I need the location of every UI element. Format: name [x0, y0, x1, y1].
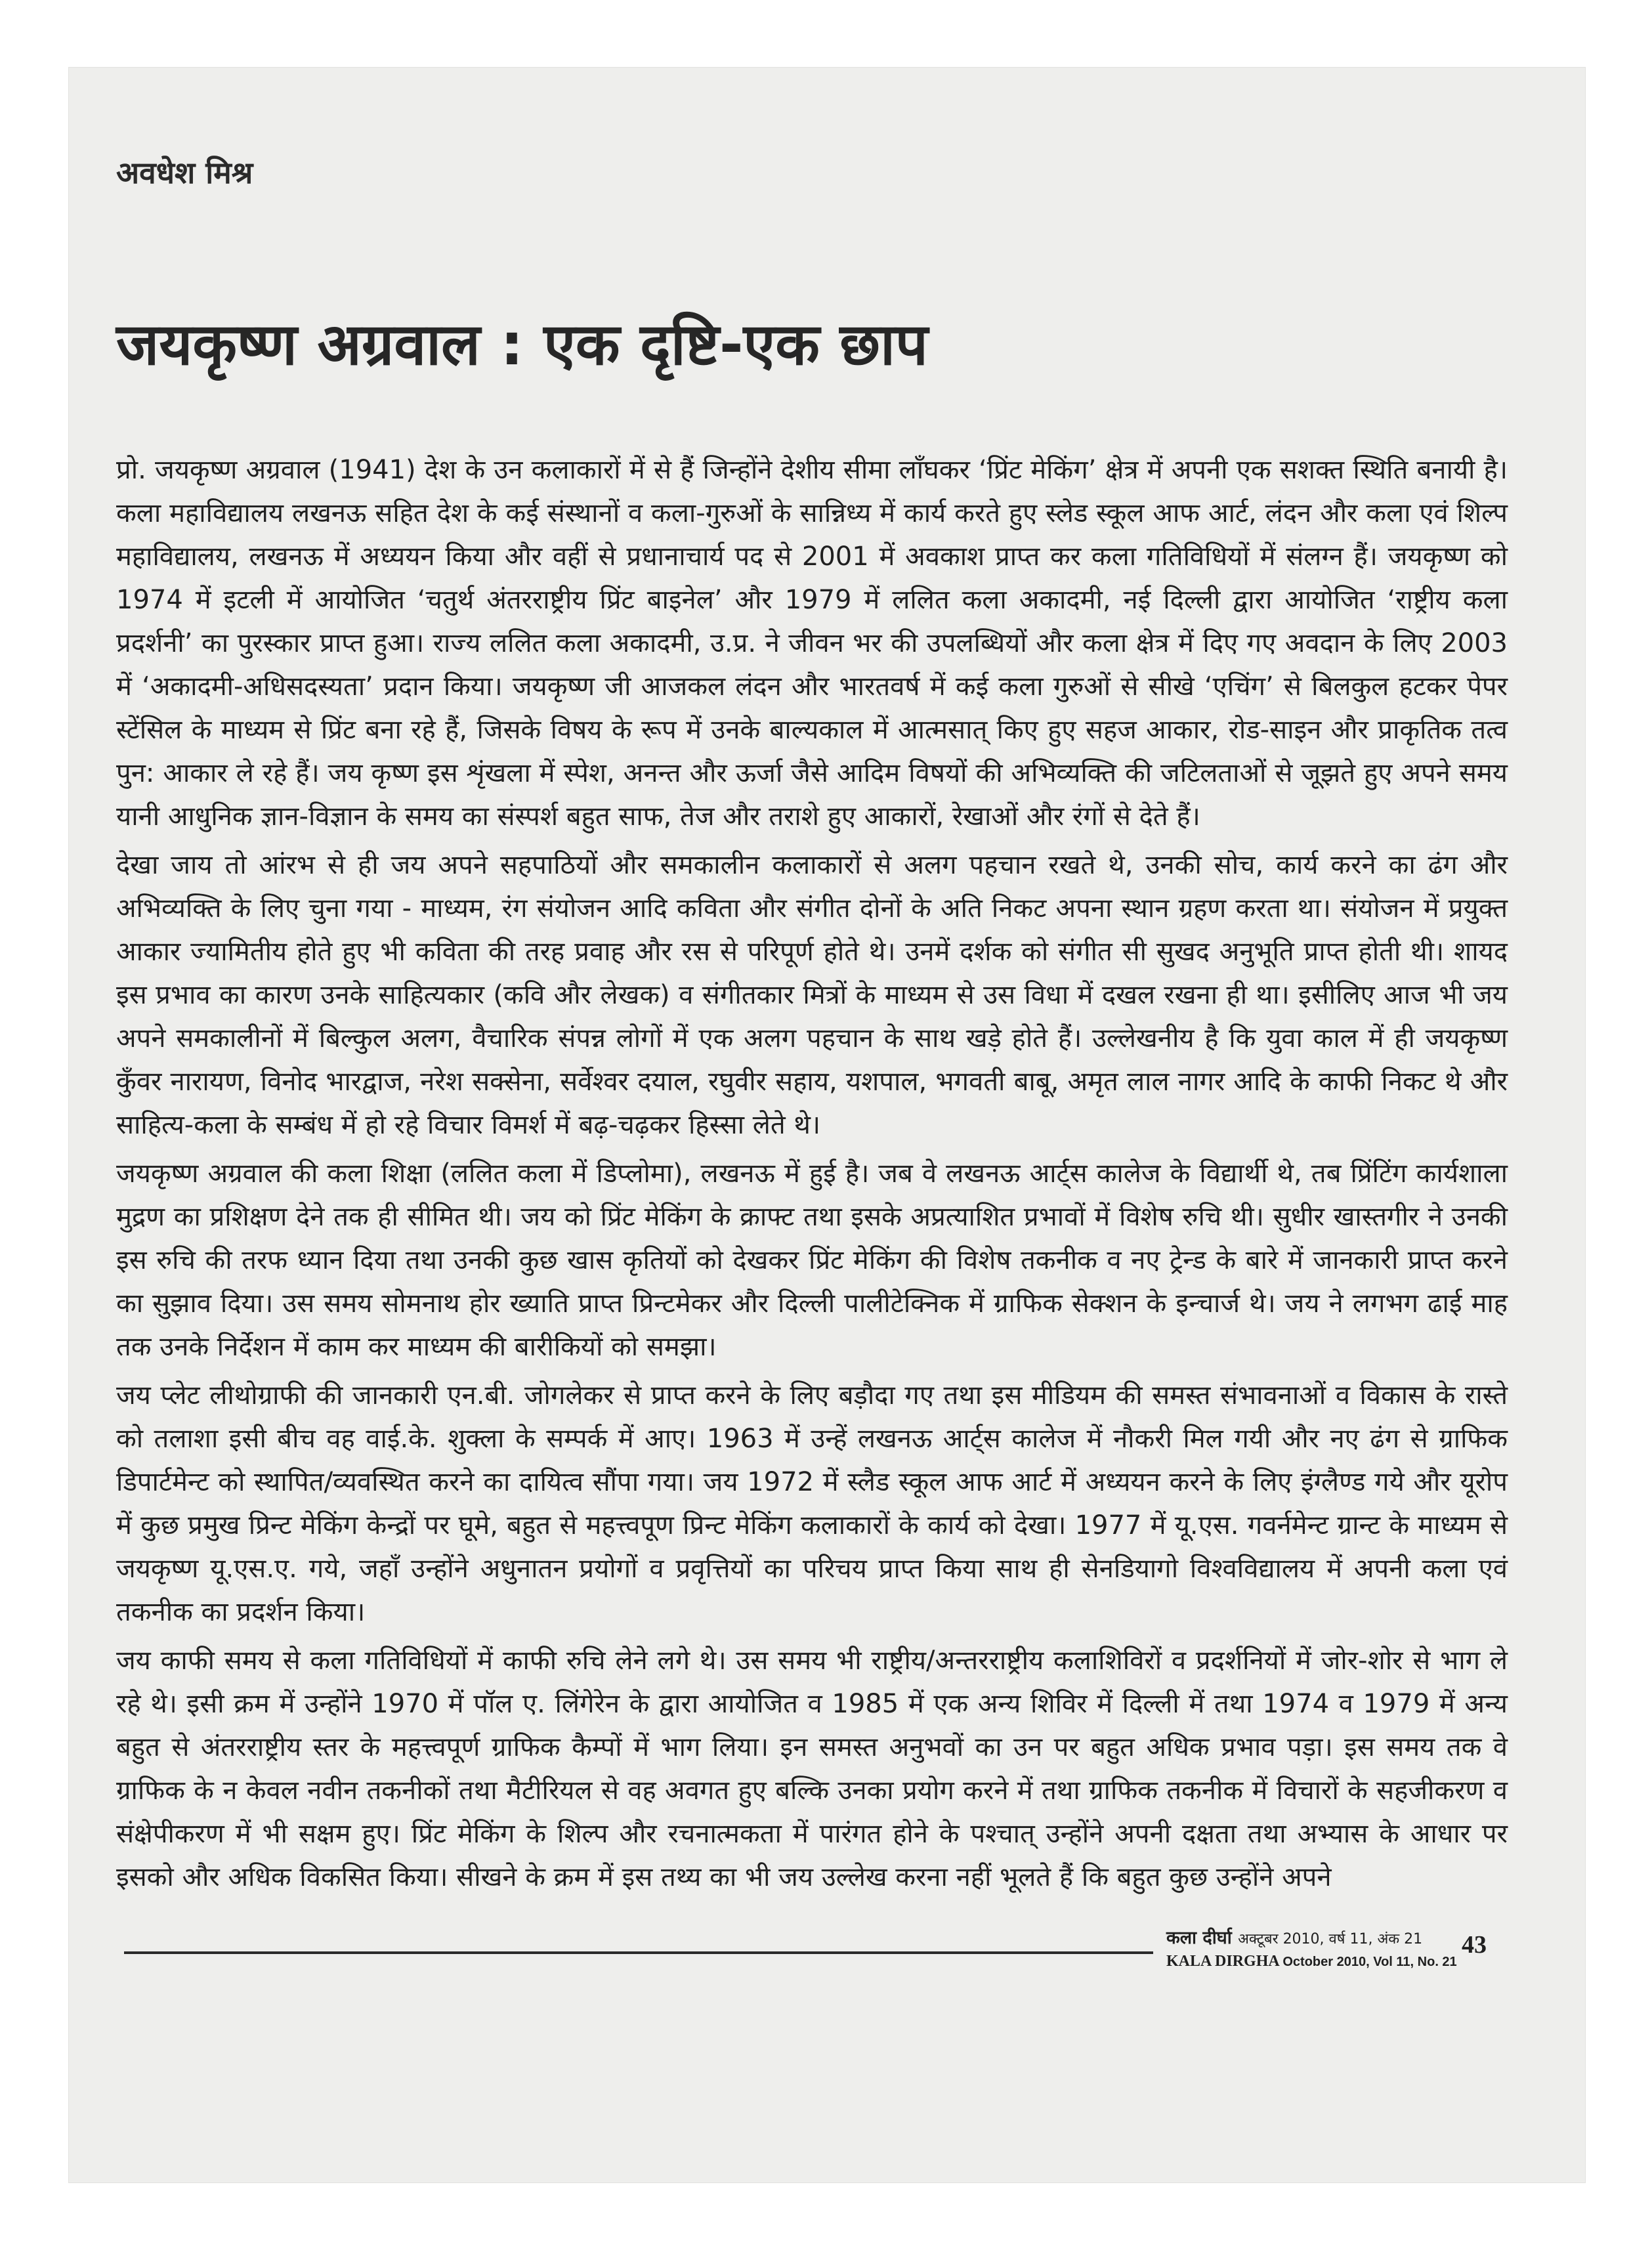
issue-hindi: अक्टूबर 2010, वर्ष 11, अंक 21	[1238, 1931, 1423, 1947]
page-number: 43	[1462, 1931, 1487, 1959]
journal-name-hindi: कला दीर्घा	[1166, 1928, 1232, 1948]
article-body	[116, 448, 1508, 1904]
paragraph-5: जय काफी समय से कला गतिविधियों में काफी रुचि लेने लगे थे। उस समय भी राष्ट्रीय/अन्तरराष्ट्रीय कलाशिविरों व प्रदर्शनियों में जोर-शोर से भाग ले रहे थे। इसी क्रम में उन्होंने 1970 में पॉल ए. लिंगेरेन के द्वारा आयोजित व 1985 में एक अन्य शिविर में दिल्ली में तथा 1974 व 1979 में अन्य बहुत से अंतरराष्ट्रीय स्तर के महत्त्वपूर्ण ग्राफिक कैम्पों में भाग लिया। इन समस्त अनुभवों का उन पर बहुत अधिक प्रभाव पड़ा। इस समय तक वे ग्राफिक के न केवल नवीन तकनीकों तथा मैटीरियल से वह अवगत हुए बल्कि उनका प्रयोग करने में तथा ग्राफिक तकनीक में विचारों के सहजीकरण व संक्षेपीकरण में भी सक्षम हुए। प्रिंट मेकिंग के शिल्प और रचनात्मकता में पारंगत होने के पश्चात् उन्होंने अपनी दक्षता तथा अभ्यास के आधार पर इसको और अधिक विकसित किया। सीखने के क्रम में इस तथ्य का भी जय उल्लेख करना नहीं भूलते हैं कि बहुत कुछ उन्होंने अपने	[116, 1646, 1508, 1892]
issue-english: October 2010, Vol 11, No. 21	[1282, 1955, 1457, 1969]
footer-hindi-line	[1166, 1926, 1508, 1951]
magazine-page	[68, 67, 1586, 2183]
article-title: जयकृष्ण अग्रवाल : एक दृष्टि-एक छाप	[116, 310, 928, 378]
paragraph-3: जयकृष्ण अग्रवाल की कला शिक्षा (ललित कला में डिप्लोमा), लखनऊ में हुई है। जब वे लखनऊ आर्ट्स कालेज के विद्यार्थी थे, तब प्रिंटिंग कार्यशाला मुद्रण का प्रशिक्षण देने तक ही सीमित थी। जय को प्रिंट मेकिंग के क्राफ्ट तथा इसके अप्रत्याशित प्रभावों में विशेष रुचि थी। सुधीर खास्तगीर ने उनकी इस रुचि की तरफ ध्यान दिया तथा उनकी कुछ खास कृतियों को देखकर प्रिंट मेकिंग की विशेष तकनीक व नए ट्रेन्ड के बारे में जानकारी प्राप्त करने का सुझाव दिया। उस समय सोमनाथ होर ख्याति प्राप्त प्रिन्टमेकर और दिल्ली पालीटेक्निक में ग्राफिक सेक्शन के इन्चार्ज थे। जय ने लगभग ढाई माह तक उनके निर्देशन में काम कर माध्यम की बारीकियों को समझा।	[116, 1159, 1508, 1362]
footer-divider	[124, 1951, 1153, 1954]
paragraph-1: प्रो. जयकृष्ण अग्रवाल (1941) देश के उन कलाकारों में से हैं जिन्होंने देशीय सीमा लाँघकर ‘प्रिंट मेकिंग’ क्षेत्र में अपनी एक सशक्त स्थिति बनायी है। कला महाविद्यालय लखनऊ सहित देश के कई संस्थानों व कला-गुरुओं के सान्निध्य में कार्य करते हुए स्लेड स्कूल आफ आर्ट, लंदन और कला एवं शिल्प महाविद्यालय, लखनऊ में अध्ययन किया और वहीं से प्रधानाचार्य पद से 2001 में अवकाश प्राप्त कर कला गतिविधियों में संलग्न हैं। जयकृष्ण को 1974 में इटली में आयोजित ‘चतुर्थ अंतरराष्ट्रीय प्रिंट बाइनेल’ और 1979 में ललित कला अकादमी, नई दिल्ली द्वारा आयोजित ‘राष्ट्रीय कला प्रदर्शनी’ का पुरस्कार प्राप्त हुआ। राज्य ललित कला अकादमी, उ.प्र. ने जीवन भर की उपलब्धियों और कला क्षेत्र में दिए गए अवदान के लिए 2003 में ‘अकादमी-अधिसदस्यता’ प्रदान किया। जयकृष्ण जी आजकल लंदन और भारतवर्ष में कई कला गुरुओं से सीखे ‘एचिंग’ से बिलकुल हटकर पेपर स्टेंसिल के माध्यम से प्रिंट बना रहे हैं, जिसके विषय के रूप में उनके बाल्यकाल में आत्मसात् किए हुए सहज आकार, रोड-साइन और प्राकृतिक तत्व पुन: आकार ले रहे हैं। जय कृष्ण इस शृंखला में स्पेश, अनन्त और ऊर्जा जैसे आदिम विषयों की अभिव्यक्ति की जटिलताओं से जूझते हुए अपने समय यानी आधुनिक ज्ञान-विज्ञान के समय का संस्पर्श बहुत साफ, तेज और तराशे हुए आकारों, रेखाओं और रंगों से देते हैं।	[116, 455, 1508, 832]
journal-name-english: KALA DIRGHA	[1166, 1953, 1279, 1970]
footer-english-line	[1166, 1951, 1508, 1972]
paragraph-2: देखा जाय तो आंरभ से ही जय अपने सहपाठियों और समकालीन कलाकारों से अलग पहचान रखते थे, उनकी सोच, कार्य करने का ढंग और अभिव्यक्ति के लिए चुना गया - माध्यम, रंग संयोजन आदि कविता और संगीत दोनों के अति निकट अपना स्थान ग्रहण करता था। संयोजन में प्रयुक्त आकार ज्यामितीय होते हुए भी कविता की तरह प्रवाह और रस से परिपूर्ण होते थे। उनमें दर्शक को संगीत सी सुखद अनुभूति प्राप्त होती थी। शायद इस प्रभाव का कारण उनके साहित्यकार (कवि और लेखक) व संगीतकार मित्रों के माध्यम से उस विधा में दखल रखना ही था। इसीलिए आज भी जय अपने समकालीनों में बिल्कुल अलग, वैचारिक संपन्न लोगों में एक अलग पहचान के साथ खड़े होते हैं। उल्लेखनीय है कि युवा काल में ही जयकृष्ण कुँवर नारायण, विनोद भारद्वाज, नरेश सक्सेना, सर्वेश्वर दयाल, रघुवीर सहाय, यशपाल, भगवती बाबू, अमृत लाल नागर आदि के काफी निकट थे और साहित्य-कला के सम्बंध में हो रहे विचार विमर्श में बढ़-चढ़कर हिस्सा लेते थे।	[116, 850, 1508, 1140]
author-name: अवधेश मिश्र	[116, 155, 253, 190]
footer-journal-info	[1166, 1926, 1508, 1972]
paragraph-4: जय प्लेट लीथोग्राफी की जानकारी एन.बी. जोगलेकर से प्राप्त करने के लिए बड़ौदा गए तथा इस मीडियम की समस्त संभावनाओं व विकास के रास्ते को तलाशा इसी बीच वह वाई.के. शुक्ला के सम्पर्क में आए। 1963 में उन्हें लखनऊ आर्ट्स कालेज में नौकरी मिल गयी और नए ढंग से ग्राफिक डिपार्टमेन्ट को स्थापित/व्यवस्थित करने का दायित्व सौंपा गया। जय 1972 में स्लैड स्कूल आफ आर्ट में अध्ययन करने के लिए इंग्लैण्ड गये और यूरोप में कुछ प्रमुख प्रिन्ट मेकिंग केन्द्रों पर घूमे, बहुत से महत्त्वपूण प्रिन्ट मेकिंग कलाकारों के कार्य को देखा। 1977 में यू.एस. गवर्नमेन्ट ग्रान्ट के माध्यम से जयकृष्ण यू.एस.ए. गये, जहाँ उन्होंने अधुनातन प्रयोगों व प्रवृत्तियों का परिचय प्राप्त किया साथ ही सेनडियागो विश्वविद्यालय में अपनी कला एवं तकनीक का प्रदर्शन किया।	[116, 1380, 1508, 1627]
